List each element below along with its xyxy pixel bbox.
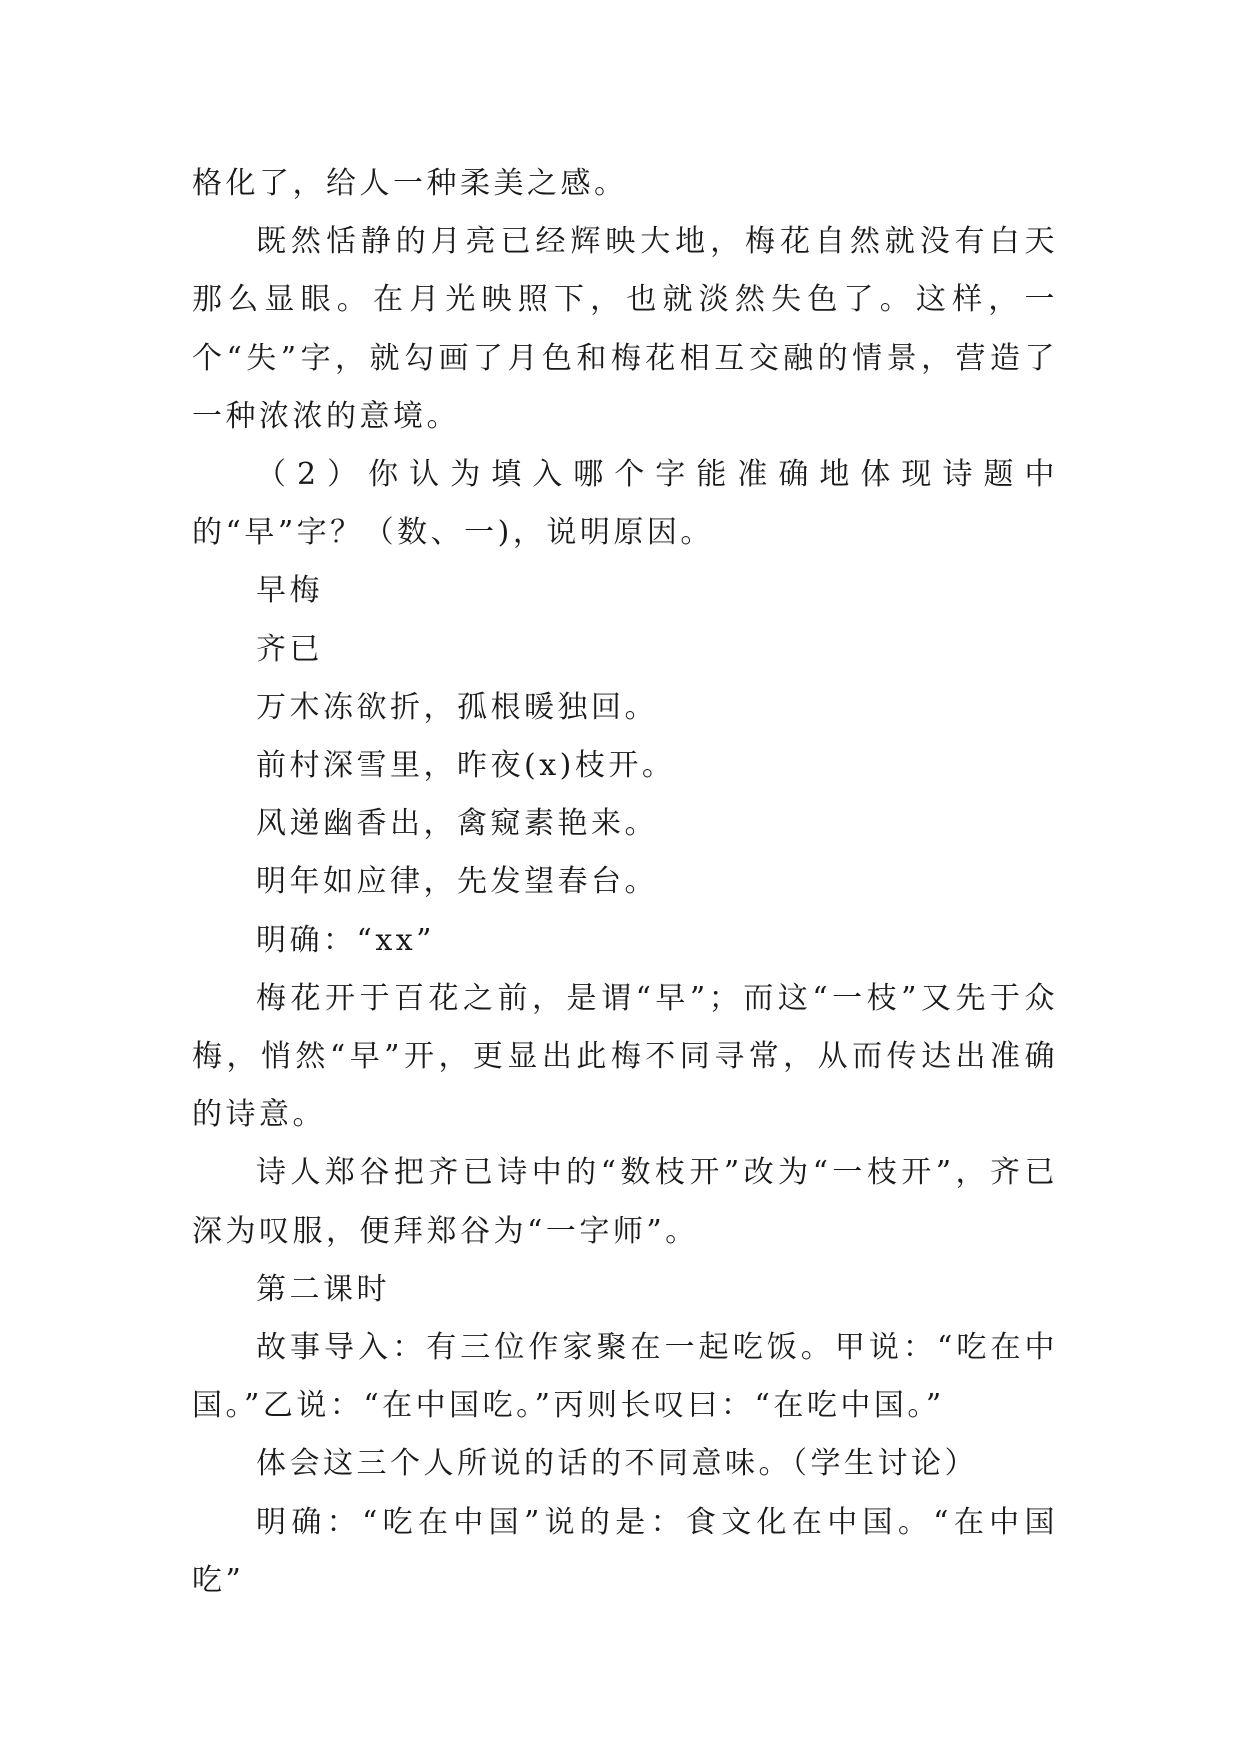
answer-paragraph: 明确：“吃在中国”说的是：食文化在中国。“在中国吃” xyxy=(192,1504,1058,1598)
paragraph: 既然恬静的月亮已经辉映大地，梅花自然就没有白天那么显眼。在月光映照下，也就淡然失色了。这样，一个“失”字，就勾画了月色和梅花相互交融的情景，营造了一种浓浓的意境。 xyxy=(192,224,1058,434)
poem-line: 万木冻欲折，孤根暖独回。 xyxy=(256,689,658,725)
poem-line: 风递幽香出，禽窥素艳来。 xyxy=(256,806,658,842)
question-paragraph: （2）你认为填入哪个字能准确地体现诗题中的“早”字？（数、一)，说明原因。 xyxy=(192,457,1058,551)
poem-author: 齐已 xyxy=(256,631,323,667)
answer-paragraph: 明确：“xx” xyxy=(256,922,436,958)
section-heading: 第二课时 xyxy=(256,1271,390,1307)
paragraph: 格化了，给人一种柔美之感。 xyxy=(192,166,628,201)
document-body xyxy=(192,155,1058,1610)
poem-line: 明年如应律，先发望春台。 xyxy=(256,864,658,900)
poem-line: 前村深雪里，昨夜(x)枝开。 xyxy=(256,748,676,784)
paragraph: 诗人郑谷把齐已诗中的“数枝开”改为“一枝开”，齐已深为叹服，便拜郑谷为“一字师”。 xyxy=(192,1155,1058,1249)
poem-title: 早梅 xyxy=(256,573,323,609)
paragraph: 体会这三个人所说的话的不同意味。（学生讨论） xyxy=(256,1446,978,1482)
paragraph: 梅花开于百花之前，是谓“早”；而这“一枝”又先于众梅，悄然“早”开，更显出此梅不同寻常，从而传达出准确的诗意。 xyxy=(192,980,1058,1133)
paragraph: 故事导入：有三位作家聚在一起吃饭。甲说：“吃在中国。”乙说：“在中国吃。”丙则长叹曰：“在吃中国。” xyxy=(192,1330,1058,1424)
